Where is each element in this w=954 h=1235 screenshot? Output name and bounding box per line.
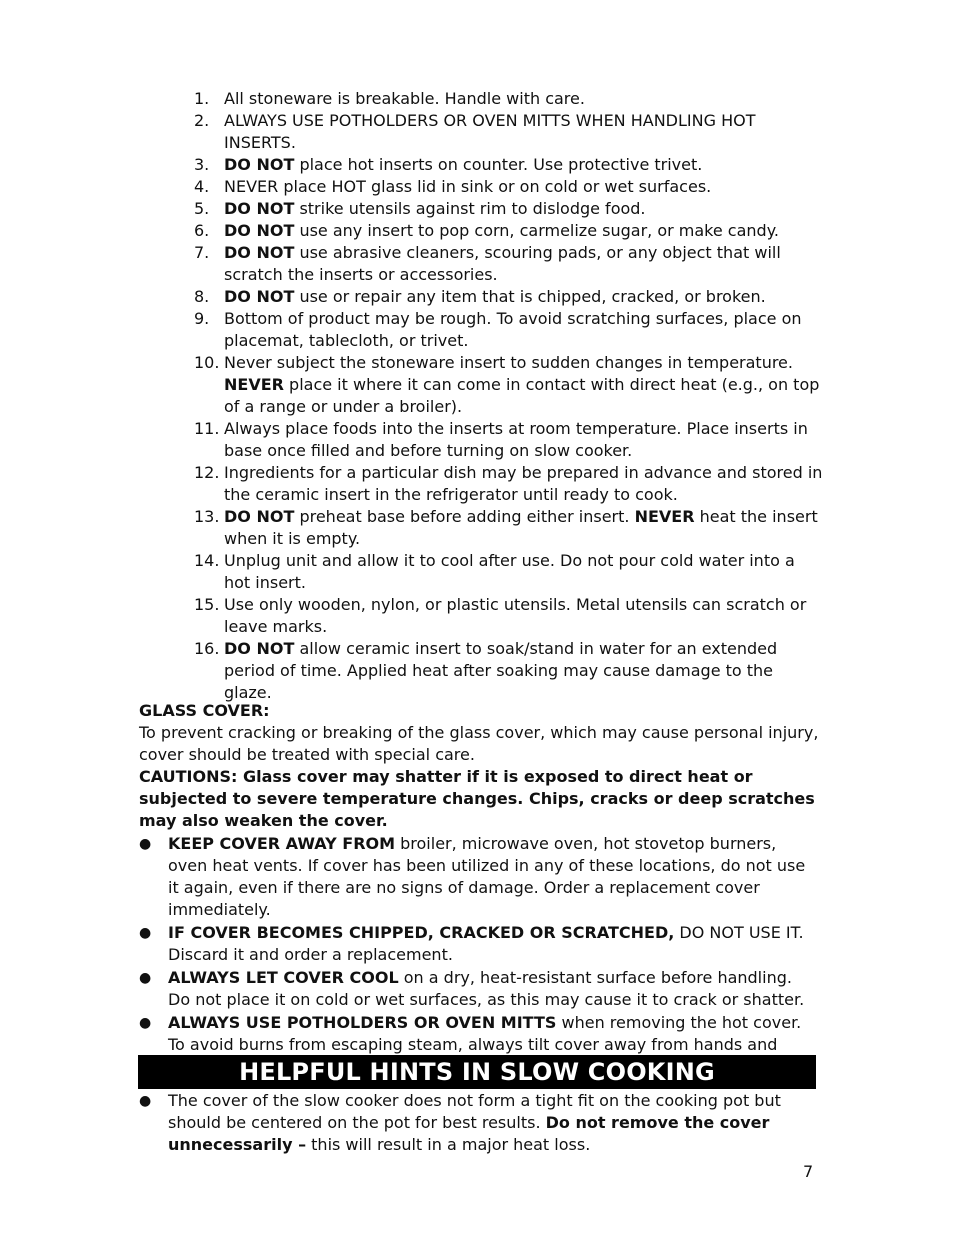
item-text: DO NOT place hot inserts on counter. Use protective trivet. <box>224 155 703 174</box>
item-text: IF COVER BECOMES CHIPPED, CRACKED OR SCRATCHED, DO NOT USE IT. Discard it and order a replacement. <box>168 923 804 964</box>
list-item <box>194 462 824 506</box>
item-number: 14. <box>194 551 220 570</box>
cover-bullet-list <box>139 833 819 1078</box>
item-number: 9. <box>194 309 210 328</box>
item-text: DO NOT use any insert to pop corn, carmelize sugar, or make candy. <box>224 221 779 240</box>
list-item <box>194 88 824 110</box>
list-item <box>194 176 824 198</box>
list-item <box>194 154 824 176</box>
bullet-icon: ● <box>139 836 152 852</box>
item-text: DO NOT use abrasive cleaners, scouring pads, or any object that will scratch the inserts or accessories. <box>224 243 781 284</box>
item-number: 3. <box>194 155 210 174</box>
list-item <box>139 967 819 1011</box>
item-number: 1. <box>194 89 210 108</box>
item-text: Bottom of product may be rough. To avoid scratching surfaces, place on placemat, tablecloth, or trivet. <box>224 309 802 350</box>
list-item <box>194 242 824 286</box>
list-item <box>139 922 819 966</box>
item-text: NEVER place HOT glass lid in sink or on cold or wet surfaces. <box>224 177 712 196</box>
list-item <box>194 594 824 638</box>
list-item <box>194 638 824 704</box>
item-number: 11. <box>194 419 220 438</box>
item-text: ALWAYS USE POTHOLDERS OR OVEN MITTS WHEN HANDLING HOT INSERTS. <box>224 111 756 152</box>
list-item <box>194 352 824 418</box>
bullet-icon: ● <box>139 970 152 986</box>
glass-cover-section <box>139 700 819 1078</box>
bullet-icon: ● <box>139 1093 152 1109</box>
list-item <box>194 506 824 550</box>
caution-text: CAUTIONS: Glass cover may shatter if it is exposed to direct heat or subjected to severe temperature changes. Chips, cracks or deep scratches may also weaken the cover. <box>139 767 815 830</box>
bullet-icon: ● <box>139 925 152 941</box>
item-text: Never subject the stoneware insert to sudden changes in temperature. NEVER place it where it can come in contact with direct heat (e.g., on top of a range or under a broiler). <box>224 353 820 416</box>
item-text: Ingredients for a particular dish may be prepared in advance and stored in the ceramic insert in the refrigerator until ready to cook. <box>224 463 823 504</box>
list-item <box>139 1090 819 1156</box>
list-item <box>194 110 824 154</box>
section-heading: GLASS COVER: <box>139 701 270 720</box>
list-item <box>194 308 824 352</box>
bullet-icon: ● <box>139 1015 152 1031</box>
hints-list <box>139 1090 819 1156</box>
item-number: 5. <box>194 199 210 218</box>
item-text: KEEP COVER AWAY FROM broiler, microwave oven, hot stovetop burners, oven heat vents. If cover has been utilized in any of these locations, do not use it again, even if there are no signs of damage. Order a replacement cover immediately. <box>168 834 806 919</box>
item-number: 6. <box>194 221 210 240</box>
item-text: DO NOT strike utensils against rim to dislodge food. <box>224 199 646 218</box>
page-number: 7 <box>803 1162 814 1181</box>
item-text: The cover of the slow cooker does not form a tight fit on the cooking pot but should be centered on the pot for best results. Do not remove the cover unnecessarily – this will result in a major heat loss. <box>168 1091 781 1154</box>
list-item <box>194 220 824 242</box>
item-number: 7. <box>194 243 210 262</box>
item-number: 12. <box>194 463 220 482</box>
list-item <box>194 198 824 220</box>
list-item <box>139 833 819 921</box>
item-text: All stoneware is breakable. Handle with care. <box>224 89 585 108</box>
item-text: DO NOT preheat base before adding either insert. NEVER heat the insert when it is empty. <box>224 507 818 548</box>
item-number: 10. <box>194 353 220 372</box>
item-text: Use only wooden, nylon, or plastic utensils. Metal utensils can scratch or leave marks. <box>224 595 807 636</box>
item-text: ALWAYS LET COVER COOL on a dry, heat-resistant surface before handling. Do not place it on cold or wet surfaces, as this may cause it to crack or shatter. <box>168 968 805 1009</box>
item-number: 2. <box>194 111 210 130</box>
item-number: 13. <box>194 507 220 526</box>
item-text: DO NOT allow ceramic insert to soak/stand in water for an extended period of time. Applied heat after soaking may cause damage to the glaze. <box>224 639 778 702</box>
list-item <box>194 550 824 594</box>
item-number: 16. <box>194 639 220 658</box>
list-item <box>194 418 824 462</box>
list-item <box>194 286 824 308</box>
safety-list <box>194 88 824 704</box>
item-text: Always place foods into the inserts at room temperature. Place inserts in base once filled and before turning on slow cooker. <box>224 419 808 460</box>
item-text: DO NOT use or repair any item that is chipped, cracked, or broken. <box>224 287 766 306</box>
item-text: ALWAYS USE POTHOLDERS OR OVEN MITTS when removing the hot cover. To avoid burns from escaping steam, always tilt cover away from hands and <box>168 1013 802 1054</box>
section-banner: HELPFUL HINTS IN SLOW COOKING <box>138 1055 816 1089</box>
item-number: 4. <box>194 177 210 196</box>
section-intro: To prevent cracking or breaking of the glass cover, which may cause personal injury, cover should be treated with special care. <box>139 723 819 764</box>
item-text: Unplug unit and allow it to cool after use. Do not pour cold water into a hot insert. <box>224 551 795 592</box>
item-number: 8. <box>194 287 210 306</box>
item-number: 15. <box>194 595 220 614</box>
